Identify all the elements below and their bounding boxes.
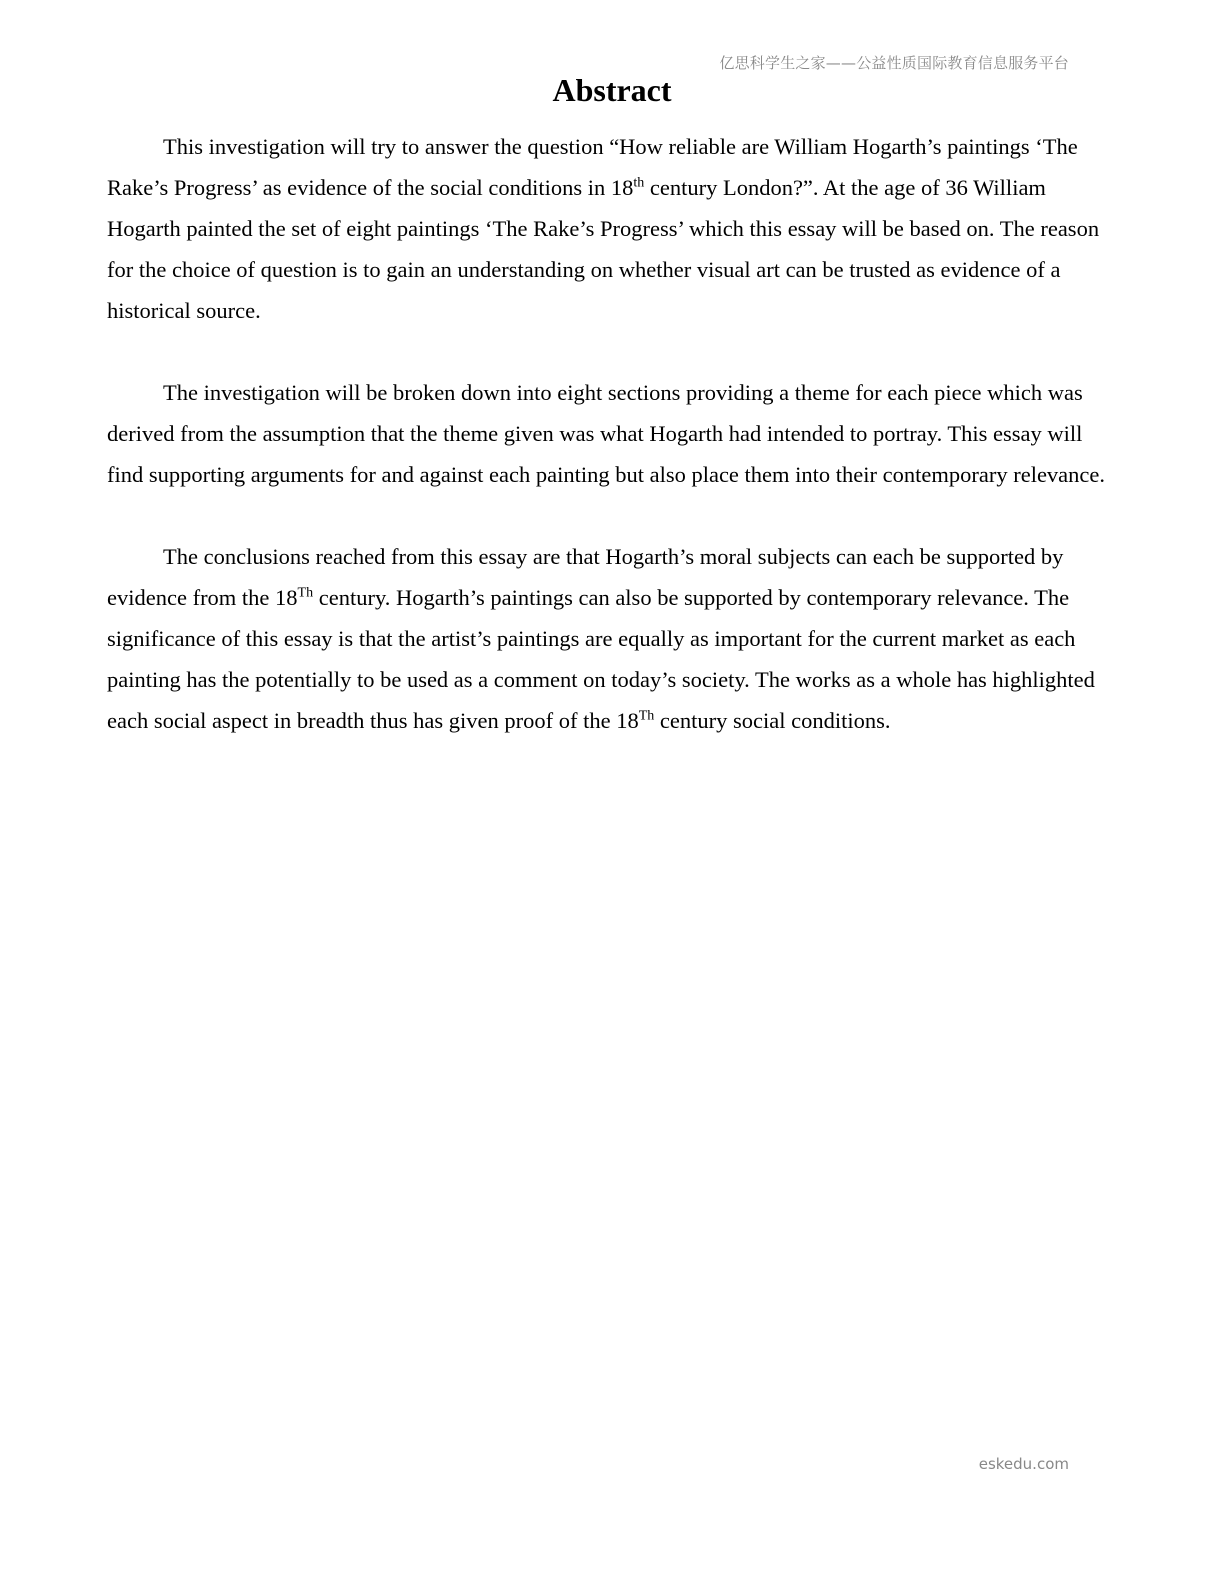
superscript-th: th [633, 175, 645, 191]
abstract-paragraph-1 [107, 126, 1119, 331]
paragraph-3-text-b: century. Hogarth’s paintings can also be supported by contemporary relevance. The significance of this essay is that the artist’s paintings are equally as important for the current market as each painting has the potentially to be used as a comment on today’s society. The works as a whole has highlighted each social aspect in breadth thus has given proof of the 18 [107, 585, 1095, 733]
abstract-paragraph-3 [107, 536, 1119, 741]
superscript-th-2: Th [638, 708, 655, 724]
header-watermark: 亿思科学生之家——公益性质国际教育信息服务平台 [719, 54, 1069, 72]
abstract-paragraph-2 [107, 372, 1119, 495]
paragraph-3-text-c: century social conditions. [654, 708, 891, 733]
footer-watermark: eskedu.com [978, 1455, 1069, 1473]
abstract-body [107, 126, 1119, 782]
paragraph-1-text-a: This investigation will try to answer the question “How reliable are William Hogarth’s paintings ‘The Rake’s Progress’ as evidence of the social conditions in 18 [107, 134, 1078, 200]
page-title: Abstract [552, 72, 672, 108]
paragraph-3-text-a: The conclusions reached from this essay are that Hogarth’s moral subjects can each be supported by evidence from the 18 [107, 544, 1064, 610]
superscript-th-1: Th [297, 585, 314, 601]
paragraph-1-text-b: century London?”. At the age of 36 William Hogarth painted the set of eight paintings ‘The Rake’s Progress’ which this essay will be based on. The reason for the choice of question is to gain an understanding on whether visual art can be trusted as evidence of a historical source. [107, 175, 1100, 323]
paragraph-2-text: The investigation will be broken down into eight sections providing a theme for each piece which was derived from the assumption that the theme given was what Hogarth had intended to portray. This essay will find supporting arguments for and against each painting but also place them into their contemporary relevance. [107, 380, 1106, 487]
